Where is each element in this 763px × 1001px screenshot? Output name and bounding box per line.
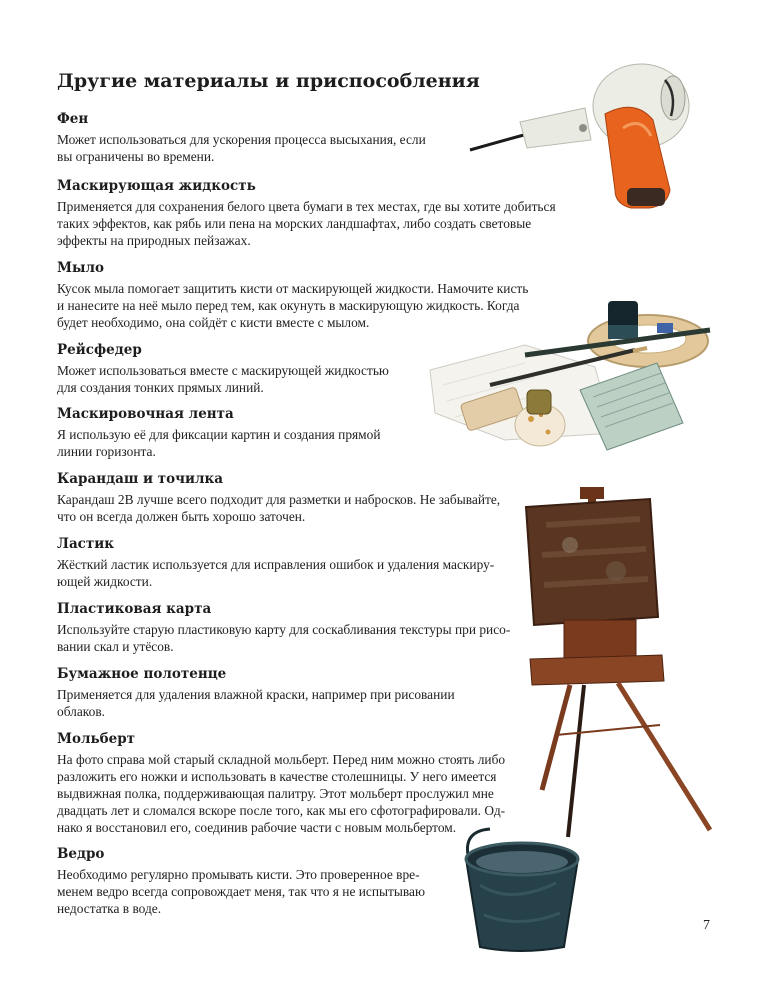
section-heading: Карандаш и точилка xyxy=(57,471,224,487)
section-text: Может использоваться вместе с маскирующей жидкостью для создания тонких прямых линий. xyxy=(57,363,389,395)
section-text: Используйте старую пластиковую карту для соскабливания текстуры при рисо- вании скал и утёсов. xyxy=(57,622,511,654)
section-text: Кусок мыла помогает защитить кисти от маскирующей жидкости. Намочите кисть и нанесите на неё мыло перед тем, как окунуть в маскирующую жидкость. Когда будет необходимо, она сойдёт с кисти вместе с мылом. xyxy=(57,281,529,330)
section-plastic-card xyxy=(57,600,510,655)
section-heading: Бумажное полотенце xyxy=(57,666,227,682)
section-heading: Маскирующая жидкость xyxy=(57,178,256,194)
section-heading: Фен xyxy=(57,111,89,127)
hairdryer-illustration xyxy=(465,58,700,213)
section-heading: Рейсфедер xyxy=(57,342,142,358)
bucket-illustration xyxy=(460,825,585,955)
section-ruling-pen xyxy=(57,341,389,396)
section-hairdryer xyxy=(57,110,426,165)
section-text: На фото справа мой старый складной мольберт. Перед ним можно стоять либо разложить его ножки и использовать в качестве столешницы. У него имеется выдвижная полка, поддерживающая палитру. Этот мольберт прослужил мне двадцать лет и сломался вскоре после того, как мы его сфотографировали. Од- нако я восстановил его, соединив рабочие части с новым мольбертом. xyxy=(57,752,506,835)
section-pencil-sharpener xyxy=(57,470,500,525)
art-supplies-illustration xyxy=(425,295,715,460)
section-text: Может использоваться для ускорения процесса высыхания, если вы ограничены во времени. xyxy=(57,132,426,164)
page-number: 7 xyxy=(703,918,710,933)
section-text: Применяется для удаления влажной краски, например при рисовании облаков. xyxy=(57,687,455,719)
section-heading: Ластик xyxy=(57,536,115,552)
section-easel xyxy=(57,730,505,836)
section-heading: Мыло xyxy=(57,260,104,276)
section-heading: Ведро xyxy=(57,846,105,862)
section-masking-tape xyxy=(57,405,381,460)
section-heading: Пластиковая карта xyxy=(57,601,212,617)
page-title: Другие материалы и приспособления xyxy=(57,70,480,92)
easel-illustration xyxy=(520,485,720,840)
section-paper-towel xyxy=(57,665,455,720)
section-text: Жёсткий ластик используется для исправления ошибок и удаления маскиру- ющей жидкости. xyxy=(57,557,495,589)
section-text: Применяется для сохранения белого цвета бумаги в тех местах, где вы хотите добиться таких эффектов, как рябь или пена на морских ландшафтах, либо создать световые эффекты на природных пейзажах. xyxy=(57,199,556,248)
section-heading: Мольберт xyxy=(57,731,136,747)
section-heading: Маскировочная лента xyxy=(57,406,234,422)
section-bucket xyxy=(57,845,425,917)
section-text: Необходимо регулярно промывать кисти. Это проверенное вре- менем ведро всегда сопровождает меня, так что я не испытываю недостатка в воде. xyxy=(57,867,425,916)
section-text: Я использую её для фиксации картин и создания прямой линии горизонта. xyxy=(57,427,381,459)
section-text: Карандаш 2В лучше всего подходит для разметки и набросков. Не забывайте, что он всегда должен быть хорошо заточен. xyxy=(57,492,501,524)
section-eraser xyxy=(57,535,494,590)
